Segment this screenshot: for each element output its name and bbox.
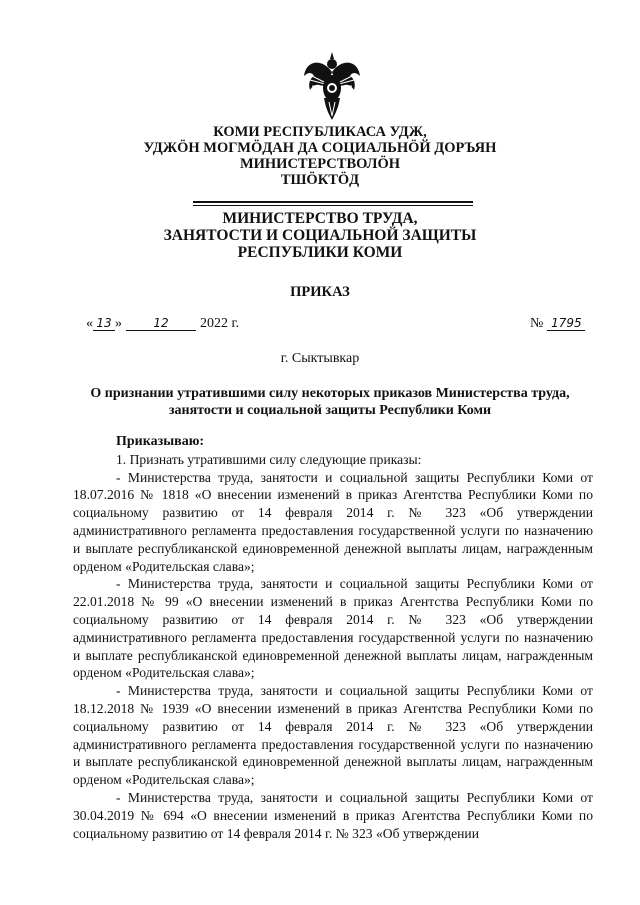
header-divider-thin <box>193 205 473 206</box>
date-month: 12 <box>126 316 196 331</box>
document-number <box>530 316 585 332</box>
header-komi-line-1: КОМИ РЕСПУБЛИКАСА УДЖ, <box>213 124 427 140</box>
document-city: г. Сыктывкар <box>280 351 360 366</box>
header-komi-line-4: ТШÖКТÖД <box>280 172 360 188</box>
number-sign: № <box>530 316 544 331</box>
number-value: 1795 <box>547 316 585 331</box>
paragraph-5: - Министерства труда, занятости и социальной защиты Республики Коми от 30.04.2019 № 694 «О внесении изменений в приказ Агентства Республики Коми по социальному развитию от 14 февраля 2014 г. № 323 «Об утверждении <box>73 789 593 841</box>
paragraph-3: - Министерства труда, занятости и социальной защиты Республики Коми от 22.01.2018 № 99 «О внесении изменений в приказ Агентства Республики Коми по социальному развитию от 14 февраля 2014 г. № 323 «Об утверждении административного регламента предоставления государственной услуги по назначению и выплате республиканской единовременной денежной выплаты лицам, награжденным орденом «Родительская слава»; <box>73 576 593 681</box>
header-komi <box>0 124 640 188</box>
paragraph-2: - Министерства труда, занятости и социальной защиты Республики Коми от 18.07.2016 № 1818 «О внесении изменений в приказ Агентства Республики Коми по социальному развитию от 14 февраля 2014 г. № 323 «Об утверждении административного регламента предоставления государственной услуги по назначению и выплате республиканской единовременной денежной выплаты лицам, награжденным орденом «Родительская слава»; <box>73 469 593 574</box>
header-russian <box>0 210 640 261</box>
header-komi-line-2: УДЖÖН МОГМÖДАН ДА СОЦИАЛЬНÖЙ ДОРЪЯН <box>143 140 497 156</box>
date-quote-close: » <box>115 316 122 331</box>
document-body <box>73 433 593 842</box>
date-year: 2022 г. <box>200 316 240 331</box>
paragraph-4: - Министерства труда, занятости и социальной защиты Республики Коми от 18.12.2018 № 1939 «О внесении изменений в приказ Агентства Республики Коми по социальному развитию от 14 февраля 2014 г. № 323 «Об утверждении административного регламента предоставления государственной услуги по назначению и выплате республиканской единовременной денежной выплаты лицам, награжденным орденом «Родительская слава»; <box>73 683 593 788</box>
header-ru-line-1: МИНИСТЕРСТВО ТРУДА, <box>222 210 418 227</box>
document-date <box>86 316 239 332</box>
header-komi-line-3: МИНИСТЕРСТВОЛÖН <box>239 156 401 172</box>
date-quote-open: « <box>86 316 93 331</box>
komi-coat-of-arms-icon <box>300 50 364 122</box>
header-ru-line-3: РЕСПУБЛИКИ КОМИ <box>237 244 403 261</box>
document-subject: О признании утратившими силу некоторых приказов Министерства труда, занятости и социальной защиты Республики Коми <box>90 386 570 418</box>
date-day: 13 <box>93 316 115 331</box>
header-ru-line-2: ЗАНЯТОСТИ И СОЦИАЛЬНОЙ ЗАЩИТЫ <box>163 227 477 244</box>
order-word: Приказываю: <box>116 434 205 449</box>
document-type: ПРИКАЗ <box>290 284 350 300</box>
paragraph-1: 1. Признать утратившими силу следующие приказы: <box>116 451 422 467</box>
header-divider-thick <box>193 201 473 203</box>
